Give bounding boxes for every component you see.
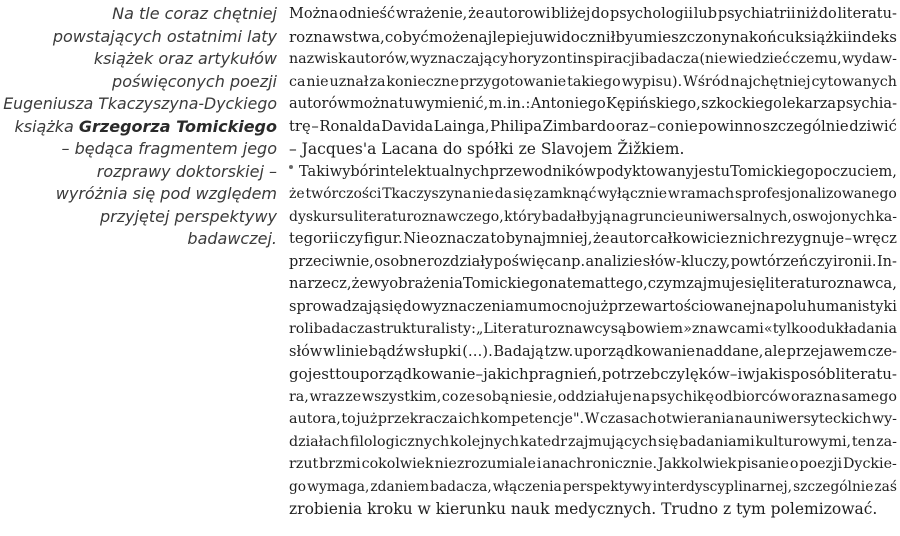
pull-quote-line bbox=[0, 116, 277, 139]
body-line: nazwisk autorów, wyznaczający horyzont inspiracji badacza (nie wiedzieć czemu, wydaw- bbox=[289, 51, 897, 67]
author-name: Grzegorza Tomickiego bbox=[78, 116, 277, 136]
body-line: działach filologicznych kolejnych katedr zajmujących się badaniami kulturowymi, ten za- bbox=[289, 433, 897, 450]
body-line: autorów można tu wymienić, m.in.: Antoniego Kępińskiego, szkockiego lekarza psychia- bbox=[289, 96, 897, 112]
body-line: roli badacza strukturalisty: „Literaturoznawcy są bowiem »znawcami« tylko od układania bbox=[289, 321, 897, 337]
body-line: dyskursu literaturoznawczego, który badałby ją na gruncie uniwersalnych, oswojonych ka- bbox=[289, 208, 897, 225]
body-line: roznawstwa, co być może najlepiej uwidoczniłby umieszczony na końcu książki indeks bbox=[289, 27, 897, 46]
body-line: autora, to już przekracza ich kompetencje". W czasach otwierania na uniwersyteckich wy- bbox=[289, 411, 897, 427]
body-line: rzut brzmi cokolwiek niezrozumiale i anachronicznie. Jakkolwiek pisanie o poezji Dyckie- bbox=[289, 456, 897, 472]
body-line: że twórczości Tkaczyszyna nie da się zamknąć wyłącznie w ramach sprofesjonalizowanego bbox=[289, 186, 897, 202]
body-line: słów w linie bądź w słupki (…). Badają tzw. uporządkowanie naddane, ale przejawem cze- bbox=[289, 343, 897, 360]
body-line: zrobienia kroku w kierunku nauk medycznych. Trudno z tym polemizować. bbox=[289, 500, 878, 518]
body-line: ra, wraz ze wszystkim, co ze sobą niesie, oddziałuje na psychikę odbiorców oraz na samego bbox=[289, 388, 897, 405]
pull-quote-word: książka bbox=[14, 116, 74, 136]
body-line: na rzecz, że wyobrażenia Tomickiego na temat tego, czym zajmuje się literaturoznawca, bbox=[289, 275, 897, 292]
body-line: go wymaga, zdaniem badacza, włączenia perspektywy interdyscyplinarnej, szczególnie zaś bbox=[289, 478, 897, 495]
pull-quote-line: powstających ostatnimi laty bbox=[52, 26, 277, 46]
body-line: przeciwnie, osobne rozdziały poświęca np. analizie słów-kluczy, powtórzeń czy ironii. In- bbox=[289, 253, 897, 270]
pull-quote-line: poświęconych poezji bbox=[112, 71, 277, 91]
body-line: go jest to uporządkowanie – jakich pragnień, potrzeb czy lęków – i w jaki sposób literatu- bbox=[289, 365, 897, 383]
body-line: ca nie uznał za konieczne przygotowanie takiego wypisu). Wśród najchętniej cytowanych bbox=[289, 73, 897, 90]
body-line: sprowadzają się do wyznaczenia mu mocno już przewartościowanej na polu humanistyki bbox=[289, 298, 897, 315]
body-line: – Jacques'a Lacana do spółki ze Slavojem Žižkiem. bbox=[289, 140, 685, 158]
article-body bbox=[289, 3, 897, 521]
body-line: Można odnieść wrażenie, że autorowi bliżej do psychologii lub psychiatrii niż do literatu- bbox=[289, 6, 897, 22]
pull-quote-line: badawczej. bbox=[187, 229, 277, 248]
pull-quote-line: Na tle coraz chętniej bbox=[112, 4, 277, 23]
body-line: Taki wybór intelektualnych przewodników podyktowany jest u Tomickiego poczuciem, bbox=[299, 163, 897, 180]
pull-quote-line: przyjętej perspektywy bbox=[99, 206, 277, 226]
pull-quote-line: rozprawy doktorskiej – bbox=[96, 161, 277, 181]
pull-quote-line: wyróżnia się pod względem bbox=[55, 184, 277, 203]
pull-quote-line: książek oraz artykułów bbox=[93, 49, 277, 68]
pull-quote bbox=[0, 3, 277, 251]
pull-quote-line: Eugeniusza Tkaczyszyna-Dyckiego bbox=[3, 94, 277, 113]
pull-quote-line: – będąca fragmentem jego bbox=[61, 139, 277, 158]
body-line: trę – Ronalda Davida Lainga, Philipa Zimbardo oraz – co nie powinno szczególnie dziwić bbox=[289, 117, 897, 135]
body-line: tegorii czy figur. Nie oznacza to bynajmniej, że autor całkowicie z nich rezygnuje – wręcz bbox=[289, 230, 897, 247]
